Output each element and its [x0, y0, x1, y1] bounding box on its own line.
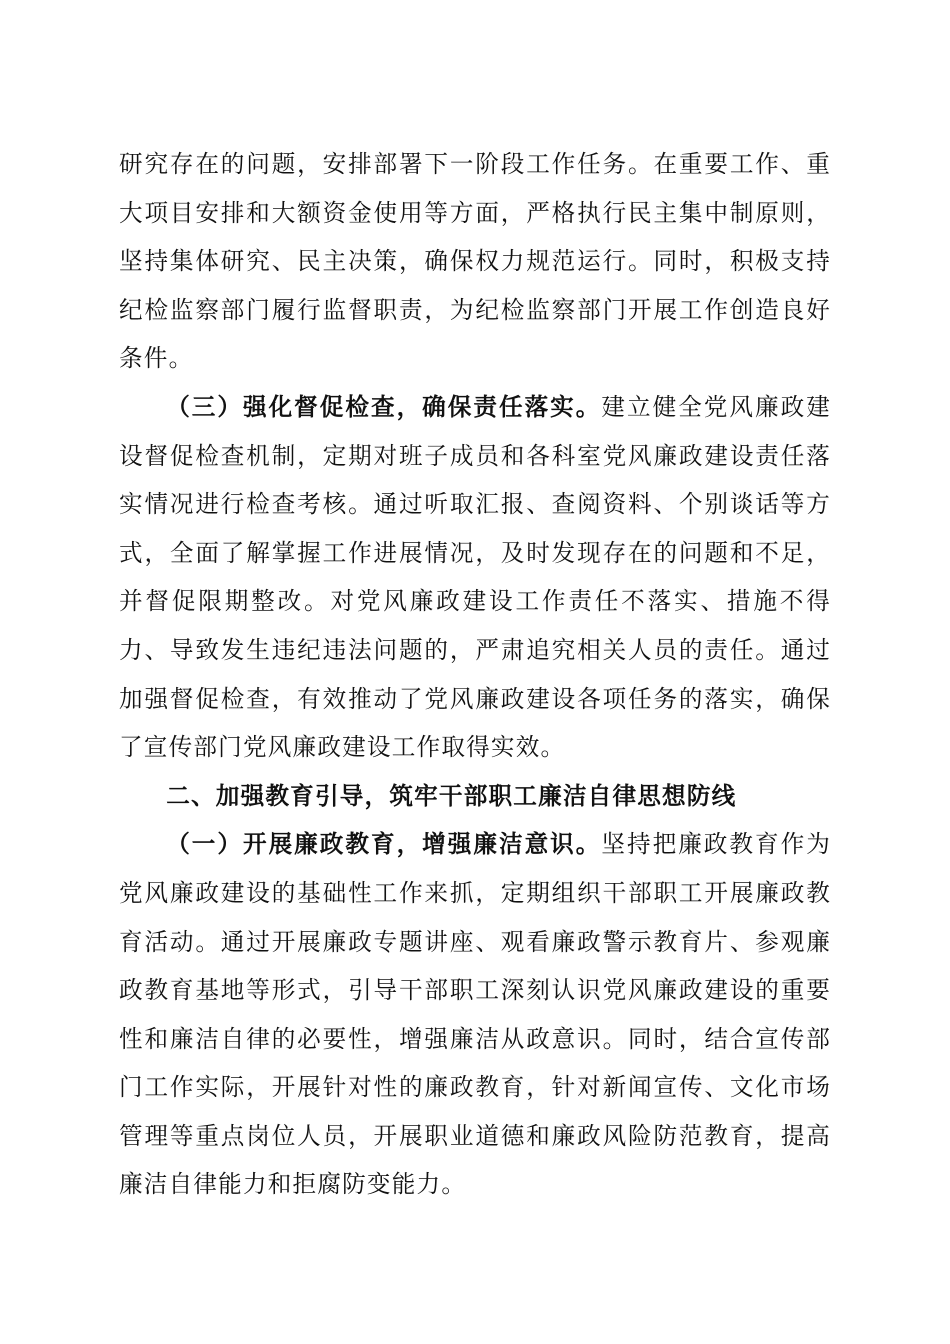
paragraph-lead-education: （一）开展廉政教育，增强廉洁意识。 — [166, 830, 602, 859]
paragraph-education — [119, 820, 831, 1209]
document-body — [119, 140, 831, 1209]
paragraph-lead-supervision: （三）强化督促检查，确保责任落实。 — [166, 392, 602, 421]
paragraph-supervision — [119, 383, 831, 772]
paragraph-continued: 研究存在的问题，安排部署下一阶段工作任务。在重要工作、重大项目安排和大额资金使用等方面，严格执行民主集中制原则，坚持集体研究、民主决策，确保权力规范运行。同时，积极支持纪检监察部门履行监督职责，为纪检监察部门开展工作创造良好条件。 — [119, 150, 831, 373]
section-heading-two: 二、加强教育引导，筑牢干部职工廉洁自律思想防线 — [166, 781, 737, 810]
paragraph-body-education: 坚持把廉政教育作为党风廉政建设的基础性工作来抓，定期组织干部职工开展廉政教育活动。通过开展廉政专题讲座、观看廉政警示教育片、参观廉政教育基地等形式，引导干部职工深刻认识党风廉政建设的重要性和廉洁自律的必要性，增强廉洁从政意识。同时，结合宣传部门工作实际，开展针对性的廉政教育，针对新闻宣传、文化市场管理等重点岗位人员，开展职业道德和廉政风险防范教育，提高廉洁自律能力和拒腐防变能力。 — [119, 830, 831, 1199]
paragraph-body-supervision: 建立健全党风廉政建设督促检查机制，定期对班子成员和各科室党风廉政建设责任落实情况进行检查考核。通过听取汇报、查阅资料、个别谈话等方式，全面了解掌握工作进展情况，及时发现存在的问题和不足，并督促限期整改。对党风廉政建设工作责任不落实、措施不得力、导致发生违纪违法问题的，严肃追究相关人员的责任。通过加强督促检查，有效推动了党风廉政建设各项任务的落实，确保了宣传部门党风廉政建设工作取得实效。 — [119, 392, 831, 762]
